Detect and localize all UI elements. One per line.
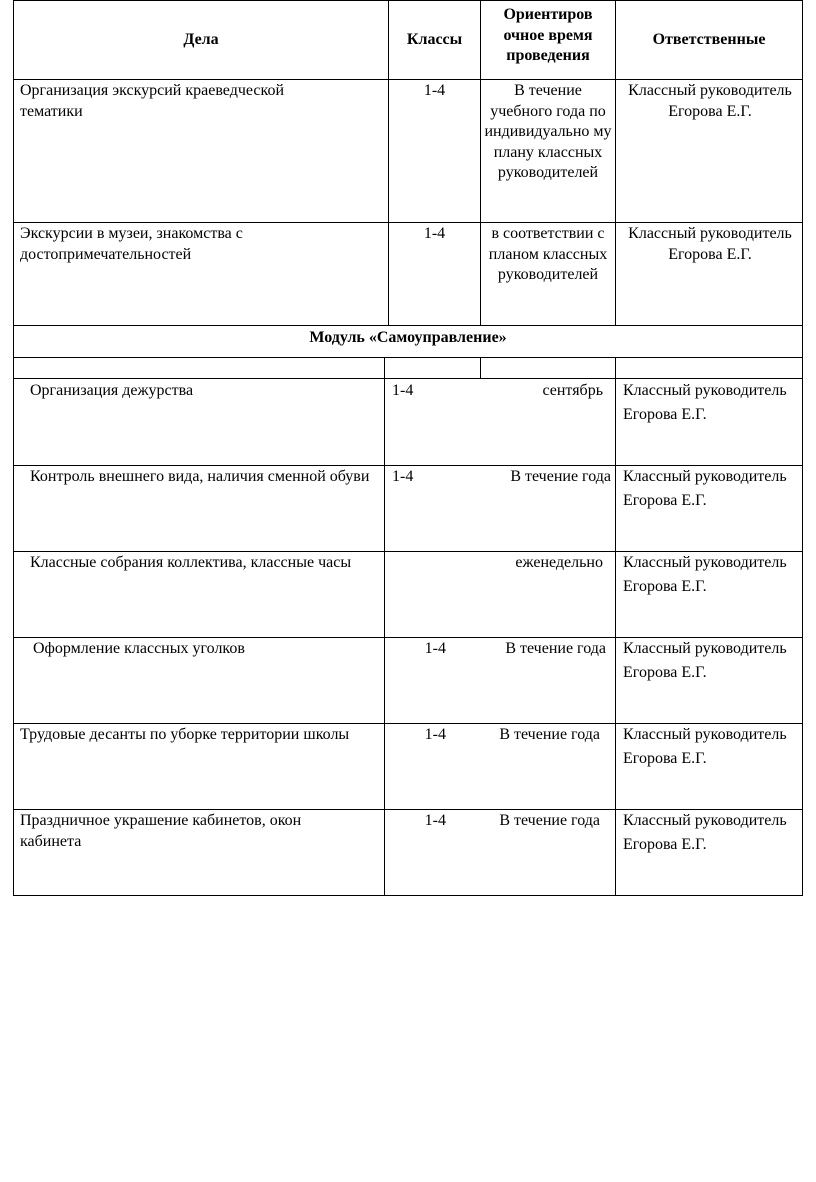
affair-cell: Трудовые десанты по уборке территории школы	[20, 726, 350, 743]
table-border	[480, 0, 481, 325]
time-cell: В течение учебного года по индивидуально му плану классных руководителей	[484, 82, 612, 181]
classes-cell: 1-4	[423, 225, 446, 242]
classes-cell: 1-4	[392, 468, 414, 485]
affair-cell: Классные собрания коллектива, классные часы	[30, 554, 352, 571]
time-cell: сентябрь	[542, 382, 603, 399]
table-border	[13, 222, 803, 223]
table-border	[13, 79, 803, 80]
table-border	[13, 895, 803, 896]
module-title: Модуль «Самоуправление»	[309, 329, 507, 346]
affair-cell: Контроль внешнего вида, наличия сменной обуви	[30, 468, 370, 485]
table-border	[384, 378, 385, 896]
header-affairs: Дела	[183, 30, 219, 48]
table-border	[615, 357, 616, 378]
classes-cell: 1-4	[424, 726, 446, 743]
header-classes: Классы	[406, 30, 463, 48]
time-cell: В течение года	[510, 468, 611, 485]
responsible-cell: Классный руководитель Егорова Е.Г.	[623, 382, 787, 423]
header-time: Ориентиров очное время проведения	[503, 6, 593, 65]
header-responsible: Ответственные	[652, 30, 766, 48]
time-cell: В течение года	[505, 640, 606, 657]
affair-cell: Экскурсии в музеи, знакомства с достопримечательностей	[20, 225, 243, 263]
affair-cell: Организация экскурсий краеведческой тематики	[20, 82, 285, 120]
classes-cell: 1-4	[424, 812, 446, 829]
time-cell: еженедельно	[515, 554, 603, 571]
responsible-cell: Классный руководитель Егорова Е.Г.	[623, 726, 787, 767]
table-border	[615, 378, 616, 896]
affair-cell: Организация дежурства	[30, 382, 194, 399]
affair-cell: Праздничное украшение кабинетов, окон кабинета	[20, 812, 302, 850]
affair-cell: Оформление классных уголков	[33, 640, 245, 657]
responsible-cell: Классный руководитель Егорова Е.Г.	[628, 82, 792, 120]
table-border	[13, 325, 803, 326]
table-border	[802, 0, 803, 378]
table-border	[13, 378, 14, 896]
responsible-cell: Классный руководитель Егорова Е.Г.	[623, 640, 787, 681]
table-border	[384, 357, 385, 378]
responsible-cell: Классный руководитель Егорова Е.Г.	[623, 468, 787, 509]
responsible-cell: Классный руководитель Егорова Е.Г.	[623, 812, 787, 853]
table-border	[13, 357, 803, 358]
time-cell: в соответствии с планом классных руководителей	[488, 225, 608, 283]
table-border	[480, 357, 481, 378]
time-cell: В течение года	[499, 726, 600, 743]
responsible-cell: Классный руководитель Егорова Е.Г.	[628, 225, 792, 263]
time-cell: В течение года	[499, 812, 600, 829]
classes-cell: 1-4	[423, 82, 446, 99]
classes-cell: 1-4	[392, 382, 414, 399]
classes-cell: 1-4	[424, 640, 446, 657]
responsible-cell: Классный руководитель Егорова Е.Г.	[623, 554, 787, 595]
table-border	[802, 378, 803, 896]
